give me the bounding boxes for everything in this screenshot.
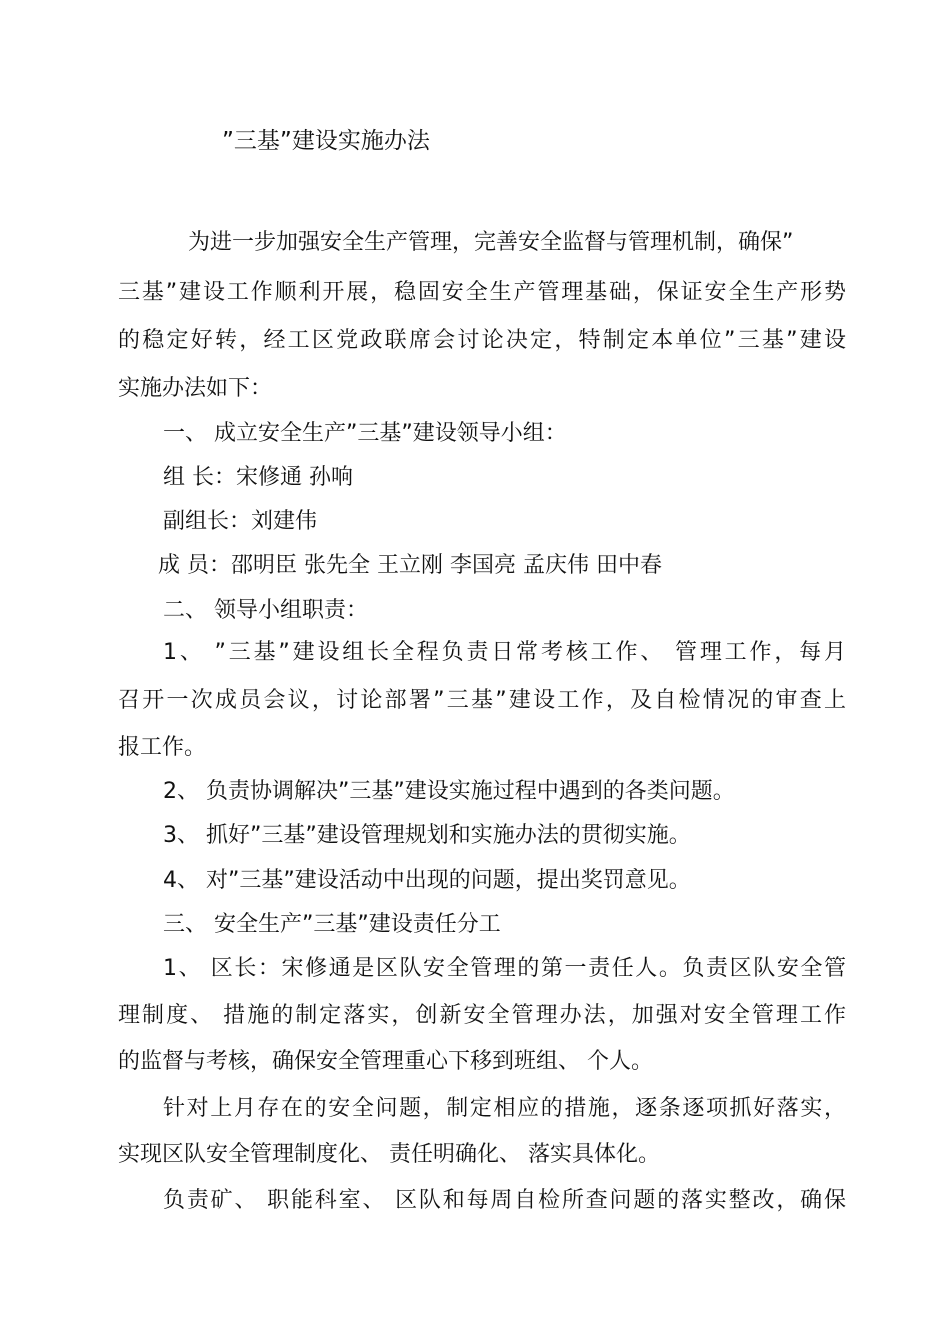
section-2-heading: 二、 领导小组职责：: [163, 598, 368, 623]
leader-line: 组 长：宋修通 孙响: [163, 465, 353, 490]
duty-2: 2、 负责协调解决”三基”建设实施过程中遇到的各类问题。: [163, 779, 735, 804]
responsibility-1-line-3: 的监督与考核，确保安全管理重心下移到班组、 个人。: [118, 1049, 653, 1074]
intro-line-3: 的稳定好转，经工区党政联席会讨论决定，特制定本单位”三基”建设: [118, 328, 846, 353]
section-3-heading: 三、 安全生产”三基”建设责任分工: [163, 912, 501, 937]
members-line: 成 员：邵明臣 张先全 王立刚 李国亮 孟庆伟 田中春: [158, 553, 662, 578]
section-1-heading: 一、 成立安全生产”三基”建设领导小组：: [163, 421, 567, 446]
document-title: ”三基”建设实施办法: [222, 128, 430, 154]
deputy-leader-line: 副组长：刘建伟: [163, 509, 318, 534]
duty-1-line-1: 1、 ”三基”建设组长全程负责日常考核工作、 管理工作，每月: [163, 640, 846, 665]
paragraph-3-line-1: 负责矿、 职能科室、 区队和每周自检所查问题的落实整改，确保: [163, 1188, 846, 1213]
duty-3: 3、 抓好”三基”建设管理规划和实施办法的贯彻实施。: [163, 823, 691, 848]
responsibility-1-line-1: 1、 区长：宋修通是区队安全管理的第一责任人。负责区队安全管: [163, 956, 846, 981]
paragraph-2-line-2: 实现区队安全管理制度化、 责任明确化、 落实具体化。: [118, 1142, 660, 1167]
responsibility-1-line-2: 理制度、 措施的制定落实，创新安全管理办法，加强对安全管理工作: [118, 1003, 846, 1028]
duty-1-line-2: 召开一次成员会议，讨论部署”三基”建设工作，及自检情况的审查上: [118, 688, 846, 713]
paragraph-2-line-1: 针对上月存在的安全问题，制定相应的措施，逐条逐项抓好落实，: [163, 1096, 846, 1121]
intro-line-2: 三基”建设工作顺利开展，稳固安全生产管理基础，保证安全生产形势: [118, 280, 846, 305]
duty-4: 4、 对”三基”建设活动中出现的问题，提出奖罚意见。: [163, 868, 691, 893]
intro-line-1: 为进一步加强安全生产管理，完善安全监督与管理机制，确保”: [188, 230, 794, 255]
duty-1-line-3: 报工作。: [118, 735, 207, 760]
intro-line-4: 实施办法如下：: [118, 376, 273, 401]
